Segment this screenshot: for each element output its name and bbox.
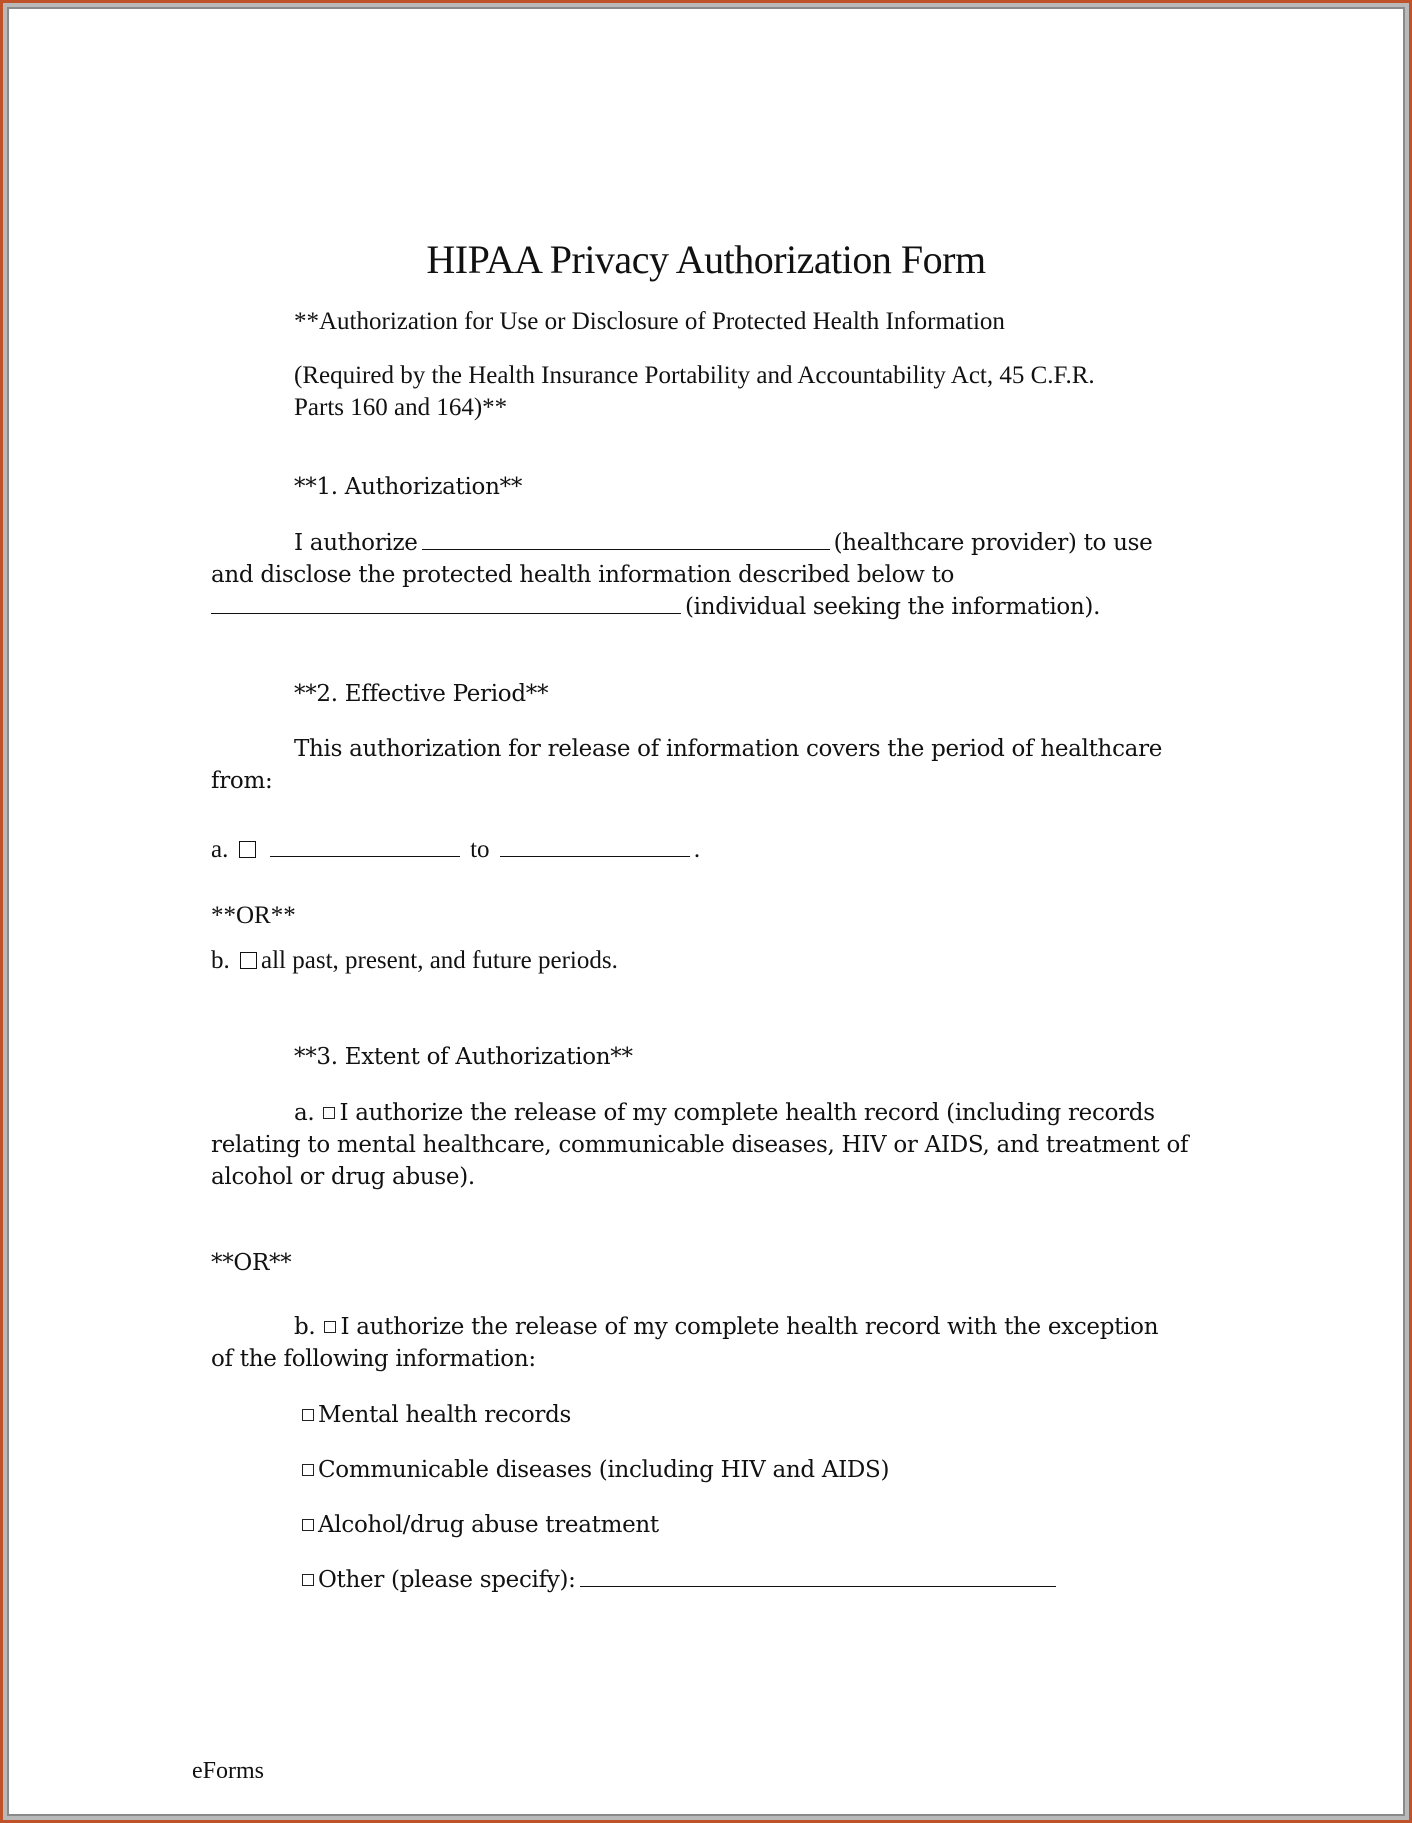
individual-seeking-field[interactable] (211, 612, 681, 614)
communicable-diseases-checkbox[interactable] (302, 1464, 314, 1476)
section1-heading: **1. Authorization** (294, 474, 523, 500)
section3-heading: **3. Extent of Authorization** (294, 1044, 633, 1070)
extent-b-checkbox[interactable] (324, 1321, 336, 1333)
section2-para-line1: This authorization for release of information covers the period of healthcare (294, 736, 1163, 762)
required-line-1: (Required by the Health Insurance Portability and Accountability Act, 45 C.F.R. (294, 362, 1095, 389)
section1-line3 (207, 594, 1100, 620)
period-from-field[interactable] (270, 855, 460, 857)
page-title: HIPAA Privacy Authorization Form (426, 237, 986, 282)
option-b-text: all past, present, and future periods. (261, 947, 618, 974)
section1-line1 (294, 530, 1152, 556)
exception-label: Other (please specify): (318, 1567, 576, 1593)
option-b-label: b. (211, 947, 230, 974)
authorize-text: I authorize (294, 530, 418, 556)
period-end-dot: . (693, 836, 701, 863)
healthcare-provider-field[interactable] (422, 548, 830, 550)
period-option-b (211, 947, 618, 976)
healthcare-provider-label: (healthcare provider) to use (833, 530, 1153, 556)
exception-label: Mental health records (318, 1402, 572, 1428)
footer-brand: eForms (192, 1758, 264, 1784)
exception-item (300, 1457, 889, 1483)
extent-b-line2: of the following information: (211, 1346, 536, 1372)
extent-a-checkbox[interactable] (323, 1107, 335, 1119)
extent-b-text: I authorize the release of my complete health record with the exception (340, 1314, 1159, 1340)
option-a-label: a. (211, 836, 229, 863)
exception-item (300, 1512, 659, 1538)
extent-a-label: a. (294, 1100, 315, 1126)
extent-a-line3: alcohol or drug abuse). (211, 1164, 475, 1190)
section2-or: **OR** (211, 902, 296, 929)
section1-line2: and disclose the protected health information described below to (211, 562, 955, 588)
section3-or: **OR** (211, 1250, 292, 1276)
period-to-label: to (470, 836, 490, 863)
exception-item (300, 1567, 1060, 1593)
mental-health-checkbox[interactable] (302, 1409, 314, 1421)
extent-b-line1 (294, 1314, 1158, 1340)
individual-seeking-label: (individual seeking the information). (685, 594, 1101, 620)
extent-a-text: I authorize the release of my complete health record (including records (339, 1100, 1155, 1126)
exception-item (300, 1402, 571, 1428)
period-to-field[interactable] (500, 855, 690, 857)
extent-a-line2: relating to mental healthcare, communicable diseases, HIV or AIDS, and treatment of (211, 1132, 1189, 1158)
extent-a-line1 (294, 1100, 1155, 1126)
alcohol-drug-checkbox[interactable] (302, 1519, 314, 1531)
extent-b-label: b. (294, 1314, 316, 1340)
period-option-a (211, 836, 700, 865)
required-line-2: Parts 160 and 164)** (294, 394, 508, 421)
section2-para-line2: from: (211, 768, 273, 794)
other-checkbox[interactable] (302, 1574, 314, 1586)
subtitle: **Authorization for Use or Disclosure of Protected Health Information (294, 308, 1005, 335)
exception-label: Alcohol/drug abuse treatment (318, 1512, 659, 1538)
other-specify-field[interactable] (580, 1585, 1056, 1587)
period-b-checkbox[interactable] (240, 952, 257, 969)
period-a-checkbox[interactable] (239, 841, 256, 858)
exception-label: Communicable diseases (including HIV and AIDS) (318, 1457, 890, 1483)
section2-heading: **2. Effective Period** (294, 681, 549, 707)
